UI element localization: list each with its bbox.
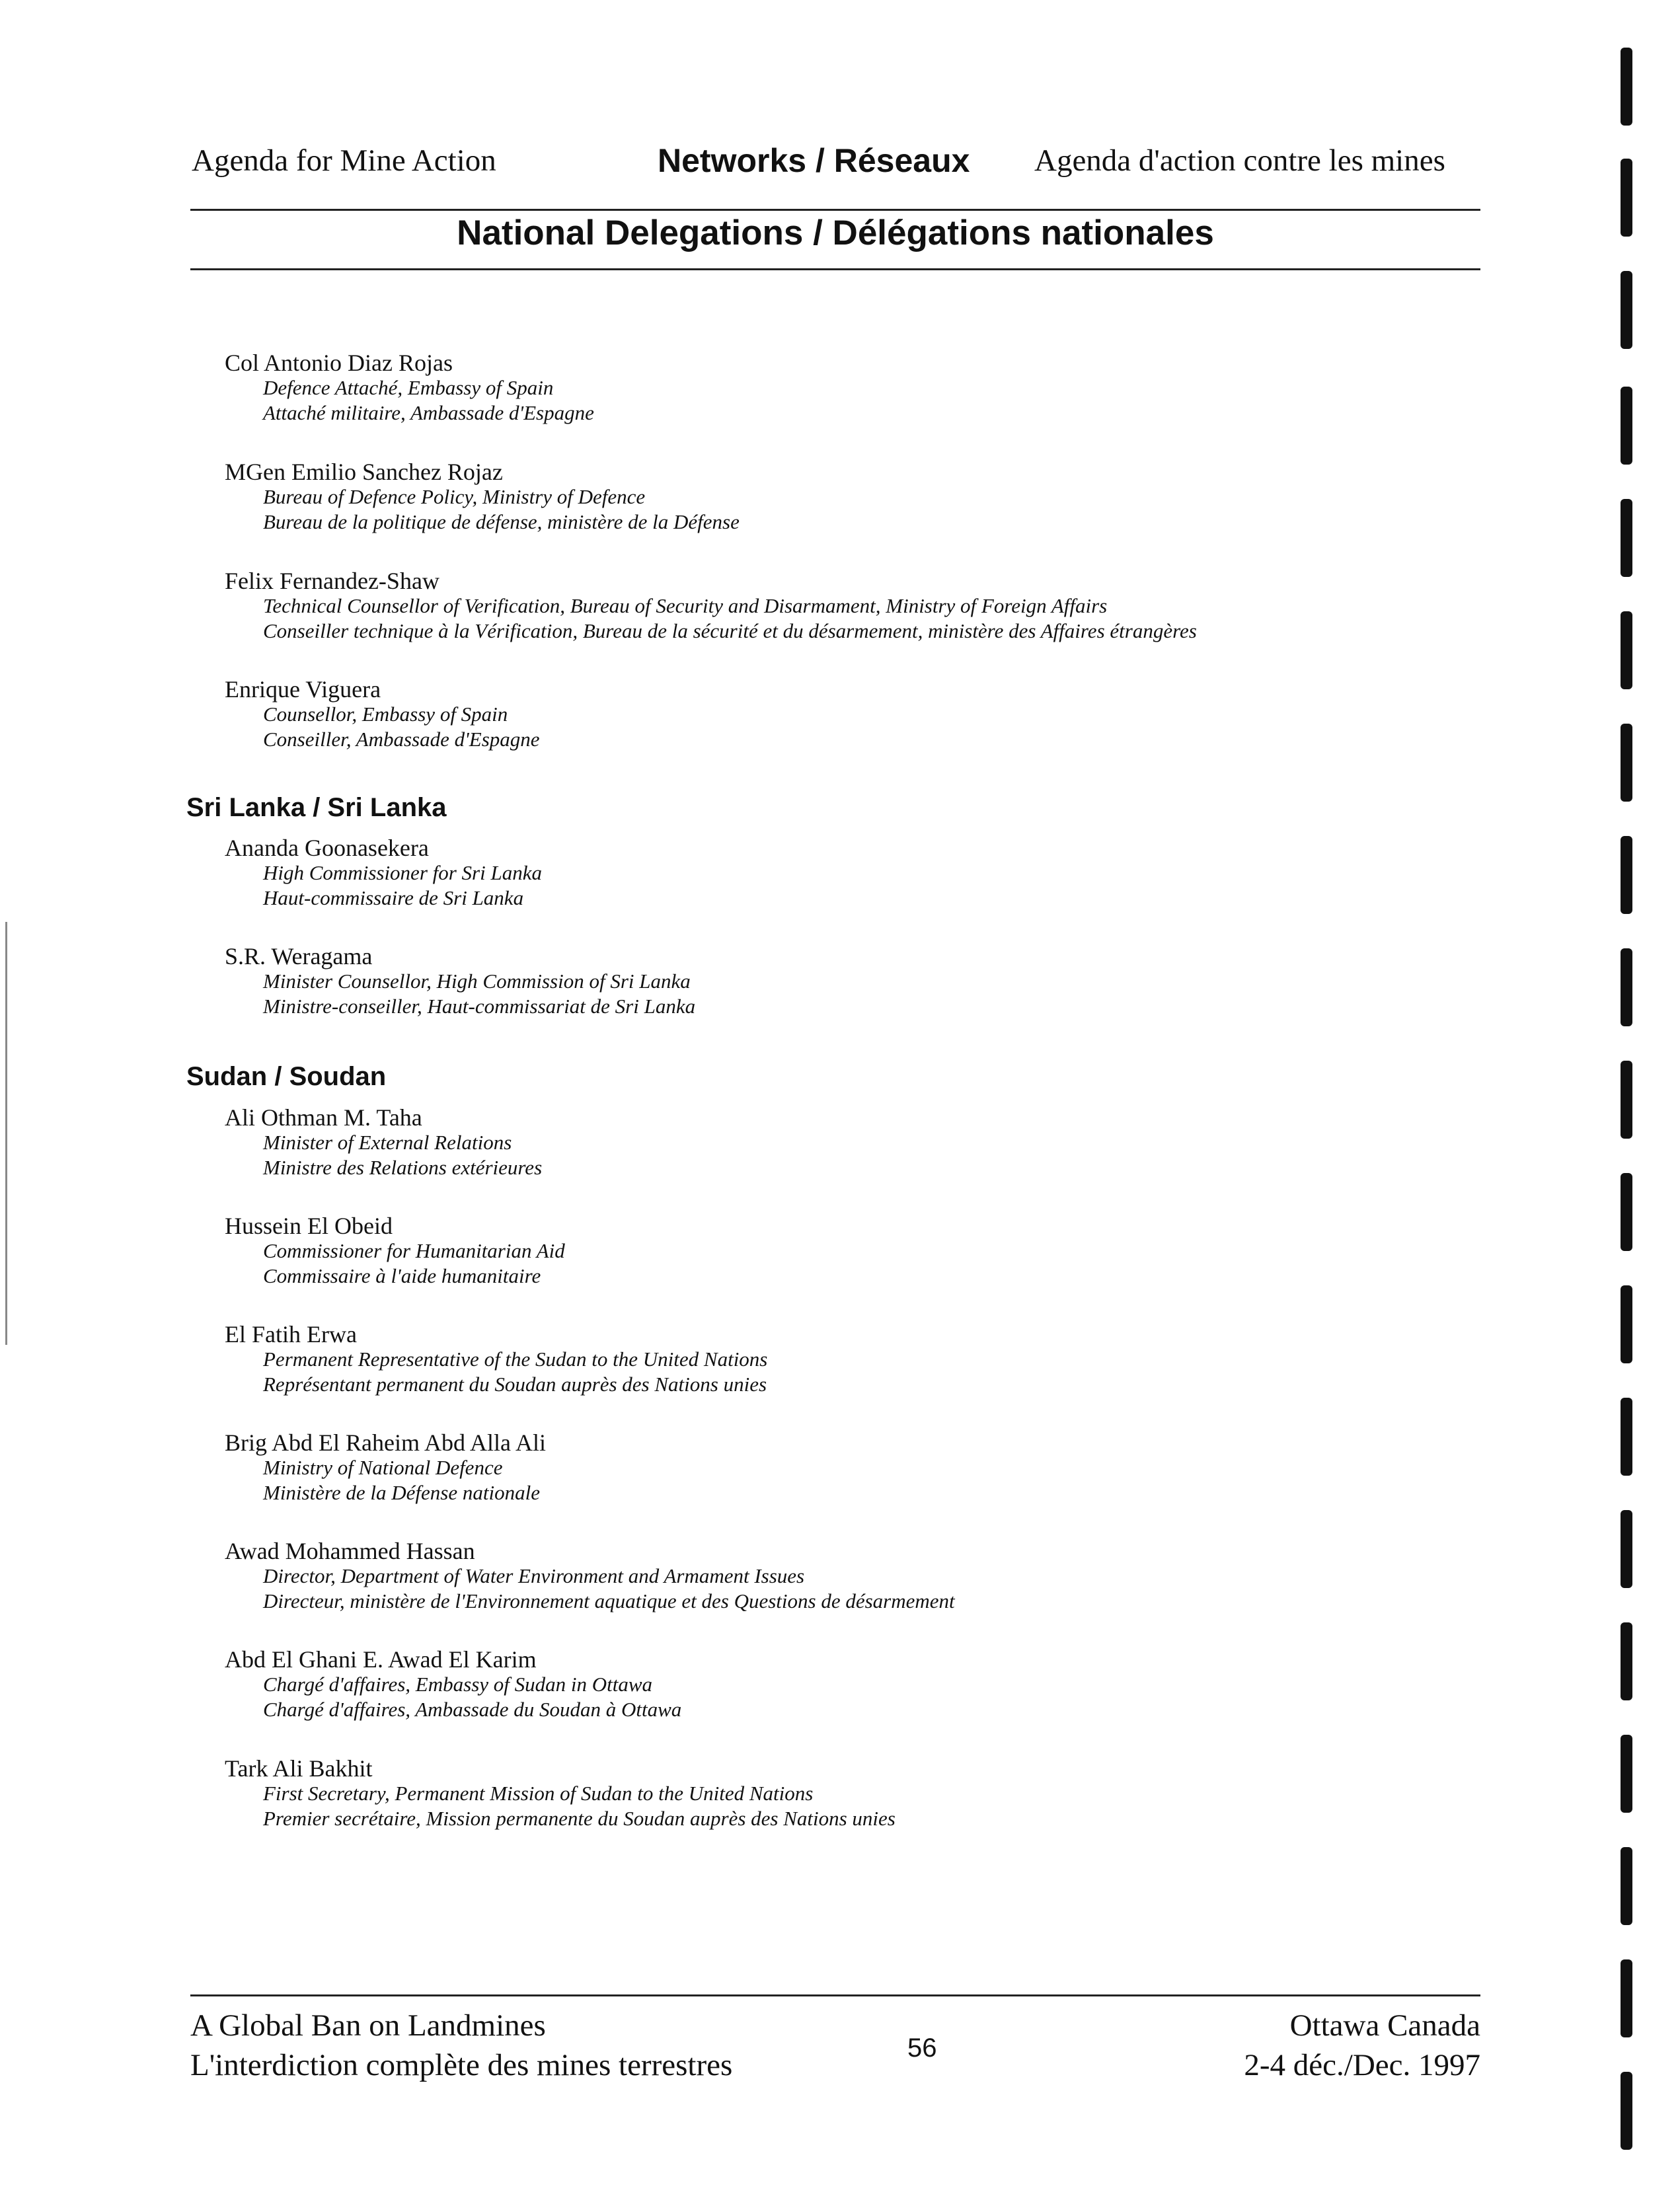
delegate-entry bbox=[225, 1647, 1480, 1722]
delegate-title-fr: Bureau de la politique de défense, ministère de la Défense bbox=[263, 510, 740, 533]
page-number: 56 bbox=[907, 2033, 937, 2063]
delegate-name: MGen Emilio Sanchez Rojaz bbox=[225, 459, 503, 485]
delegate-title-fr: Haut-commissaire de Sri Lanka bbox=[263, 886, 524, 909]
footer-left bbox=[190, 2006, 732, 2085]
binding-mark bbox=[1621, 1735, 1632, 1813]
binding-mark bbox=[1621, 836, 1632, 914]
binding-mark bbox=[1621, 1398, 1632, 1476]
binding-mark bbox=[1621, 1847, 1632, 1925]
scan-margin-line bbox=[5, 922, 7, 1345]
binding-mark bbox=[1621, 48, 1632, 126]
binding-mark bbox=[1621, 724, 1632, 802]
delegate-title-en: Bureau of Defence Policy, Ministry of Defence bbox=[263, 485, 646, 508]
delegate-title-en: Technical Counsellor of Verification, Bureau of Security and Disarmament, Ministry of Foreign Affairs bbox=[263, 594, 1108, 617]
delegate-entry bbox=[225, 1756, 1480, 1831]
delegate-name: S.R. Weragama bbox=[225, 943, 373, 969]
header-rule-top bbox=[190, 209, 1480, 211]
footer-left-line1: A Global Ban on Landmines bbox=[190, 2008, 546, 2043]
delegate-entry bbox=[225, 1213, 1480, 1289]
page-subtitle: National Delegations / Délégations nationales bbox=[457, 213, 1214, 252]
delegate-entry bbox=[225, 835, 1480, 911]
delegate-name: Col Antonio Diaz Rojas bbox=[225, 350, 453, 376]
country-heading: Sri Lanka / Sri Lanka bbox=[186, 793, 447, 822]
delegate-entry bbox=[225, 1538, 1480, 1614]
delegate-title-fr: Ministère de la Défense nationale bbox=[263, 1481, 540, 1504]
delegate-entry bbox=[225, 1105, 1480, 1180]
delegate-name: El Fatih Erwa bbox=[225, 1321, 357, 1347]
delegate-entry bbox=[225, 1322, 1480, 1397]
binding-mark bbox=[1621, 271, 1632, 349]
delegate-title-fr: Commissaire à l'aide humanitaire bbox=[263, 1264, 541, 1287]
delegate-title-en: Ministry of National Defence bbox=[263, 1456, 503, 1479]
delegate-title-en: Commissioner for Humanitarian Aid bbox=[263, 1239, 565, 1262]
binding-mark bbox=[1621, 159, 1632, 237]
delegate-title-en: Minister Counsellor, High Commission of Sri Lanka bbox=[263, 969, 691, 993]
delegate-title-en: Director, Department of Water Environment and Armament Issues bbox=[263, 1564, 805, 1587]
binding-mark bbox=[1621, 1285, 1632, 1363]
binding-mark bbox=[1621, 2072, 1632, 2150]
delegate-name: Ali Othman M. Taha bbox=[225, 1104, 422, 1131]
delegate-title-fr: Conseiller technique à la Vérification, Bureau de la sécurité et du désarmement, ministère des Affaires étrangères bbox=[263, 619, 1197, 642]
delegate-name: Awad Mohammed Hassan bbox=[225, 1538, 475, 1564]
delegate-entry bbox=[225, 677, 1480, 752]
delegate-title-fr: Conseiller, Ambassade d'Espagne bbox=[263, 728, 540, 751]
binding-mark bbox=[1621, 1173, 1632, 1251]
delegate-name: Hussein El Obeid bbox=[225, 1213, 393, 1239]
footer-rule bbox=[190, 1994, 1480, 1996]
delegate-name: Abd El Ghani E. Awad El Karim bbox=[225, 1646, 537, 1673]
delegate-entry bbox=[225, 459, 1480, 535]
delegate-title-en: Chargé d'affaires, Embassy of Sudan in Ottawa bbox=[263, 1673, 653, 1696]
delegate-name: Enrique Viguera bbox=[225, 676, 381, 702]
binding-mark bbox=[1621, 611, 1632, 689]
delegate-entry bbox=[225, 350, 1480, 426]
country-heading: Sudan / Soudan bbox=[186, 1062, 387, 1091]
delegate-title-fr: Représentant permanent du Soudan auprès des Nations unies bbox=[263, 1373, 767, 1396]
delegate-name: Brig Abd El Raheim Abd Alla Ali bbox=[225, 1429, 546, 1456]
header-rule-bottom bbox=[190, 268, 1480, 270]
delegate-title-en: Defence Attaché, Embassy of Spain bbox=[263, 376, 554, 399]
binding-mark bbox=[1621, 387, 1632, 465]
binding-mark bbox=[1621, 1959, 1632, 2037]
delegate-title-en: First Secretary, Permanent Mission of Sudan to the United Nations bbox=[263, 1782, 814, 1805]
footer-right-line1: Ottawa Canada bbox=[1289, 2008, 1480, 2043]
binding-mark bbox=[1621, 1061, 1632, 1139]
delegate-name: Ananda Goonasekera bbox=[225, 835, 429, 861]
header-right: Agenda d'action contre les mines bbox=[1034, 143, 1445, 178]
binding-mark bbox=[1621, 1622, 1632, 1700]
delegate-title-en: Permanent Representative of the Sudan to the United Nations bbox=[263, 1347, 768, 1371]
delegate-title-fr: Chargé d'affaires, Ambassade du Soudan à Ottawa bbox=[263, 1698, 682, 1721]
delegate-title-fr: Attaché militaire, Ambassade d'Espagne bbox=[263, 401, 594, 424]
footer-right-line2: 2-4 déc./Dec. 1997 bbox=[1244, 2048, 1480, 2082]
binding-mark bbox=[1621, 948, 1632, 1026]
delegate-name: Tark Ali Bakhit bbox=[225, 1755, 373, 1782]
delegate-entry bbox=[225, 944, 1480, 1019]
delegate-title-fr: Premier secrétaire, Mission permanente du Soudan auprès des Nations unies bbox=[263, 1807, 896, 1830]
binding-mark bbox=[1621, 1510, 1632, 1588]
delegate-title-fr: Ministre des Relations extérieures bbox=[263, 1156, 543, 1179]
delegate-title-fr: Directeur, ministère de l'Environnement aquatique et des Questions de désarmement bbox=[263, 1589, 955, 1612]
delegate-name: Felix Fernandez-Shaw bbox=[225, 568, 439, 594]
header-center: Networks / Réseaux bbox=[658, 142, 970, 179]
delegate-entry bbox=[225, 568, 1480, 644]
delegate-title-fr: Ministre-conseiller, Haut-commissariat de Sri Lanka bbox=[263, 995, 696, 1018]
delegate-title-en: High Commissioner for Sri Lanka bbox=[263, 861, 542, 884]
footer-right bbox=[1244, 2006, 1480, 2085]
footer-left-line2: L'interdiction complète des mines terrestres bbox=[190, 2048, 733, 2082]
delegate-entry bbox=[225, 1430, 1480, 1505]
delegate-title-en: Minister of External Relations bbox=[263, 1131, 512, 1154]
binding-mark bbox=[1621, 499, 1632, 577]
delegate-title-en: Counsellor, Embassy of Spain bbox=[263, 702, 508, 726]
header-left: Agenda for Mine Action bbox=[192, 143, 496, 178]
